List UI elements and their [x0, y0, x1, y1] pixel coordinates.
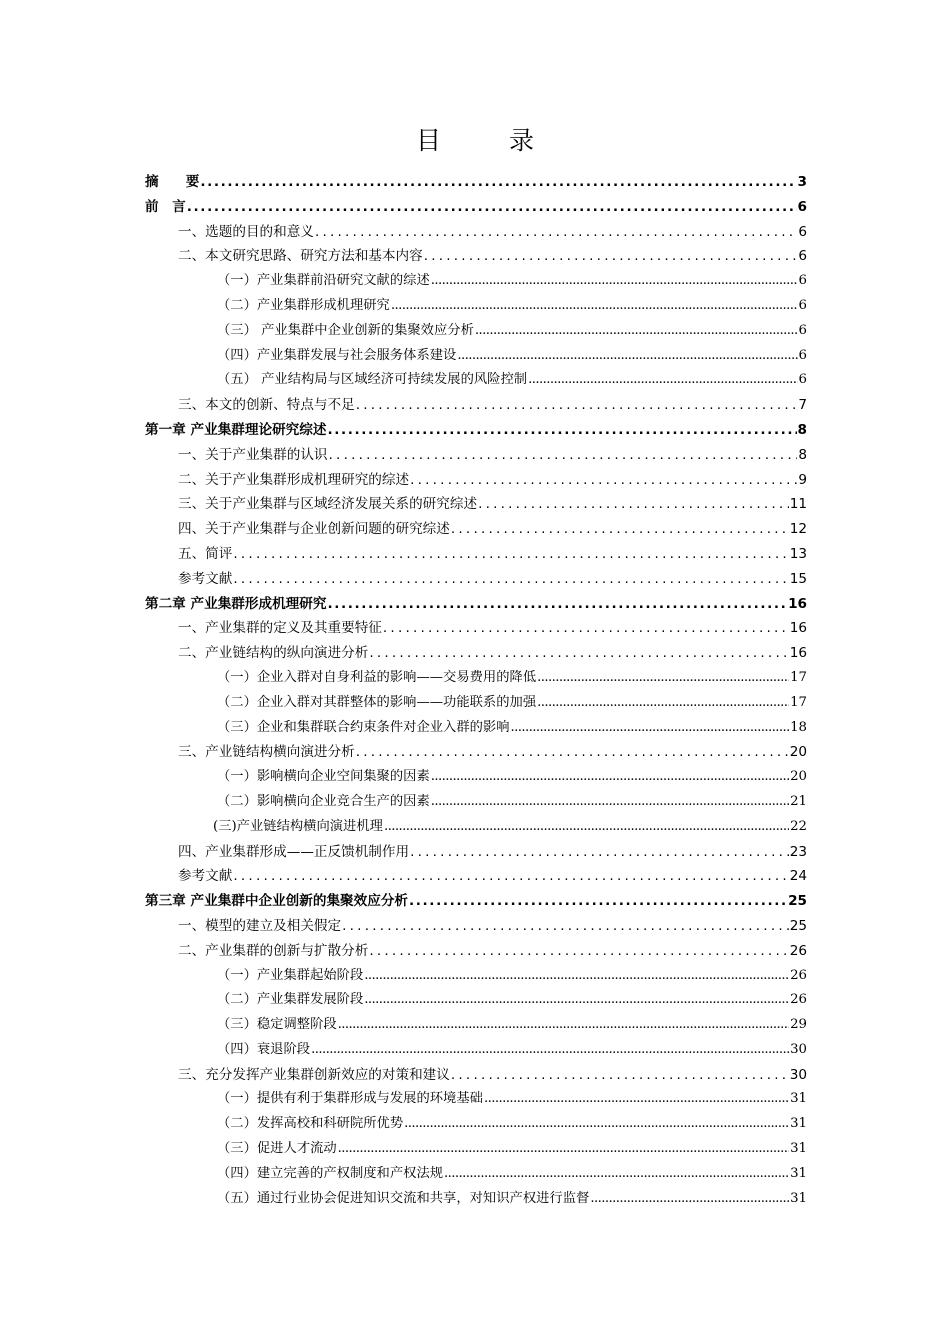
- toc-entry-label: 摘 要: [145, 174, 200, 190]
- toc-entry-label: （三） 产业集群中企业创新的集聚效应分析: [217, 322, 474, 338]
- dot-leader: [528, 368, 797, 393]
- toc-entry-label: 第二章 产业集群形成机理研究: [145, 595, 327, 612]
- dot-leader: [233, 864, 788, 889]
- toc-entry[interactable]: [145, 220, 807, 245]
- toc-entry-page-number: 17: [790, 669, 807, 685]
- toc-entry-label: (三)产业链结构横向演进机理: [213, 818, 383, 834]
- dot-leader: [338, 1137, 789, 1162]
- toc-entry[interactable]: [145, 1137, 807, 1162]
- toc-entry[interactable]: [145, 1187, 807, 1212]
- toc-entry[interactable]: [145, 641, 807, 666]
- toc-entry-page-number: 26: [789, 942, 807, 959]
- dot-leader: [327, 418, 796, 443]
- toc-entry-page-number: 12: [789, 521, 807, 538]
- toc-entry-label: 二、产业集群的创新与扩散分析: [178, 942, 369, 959]
- toc-entry-page-number: 30: [789, 1066, 807, 1083]
- toc-entry-page-number: 6: [797, 198, 807, 215]
- toc-entry[interactable]: [145, 468, 807, 493]
- dot-leader: [404, 1112, 789, 1137]
- toc-entry[interactable]: [145, 517, 807, 542]
- toc-entry[interactable]: [145, 344, 807, 369]
- toc-entry-label: （一）影响横向企业空间集聚的因素: [217, 769, 430, 785]
- toc-entry-label: 一、选题的目的和意义: [178, 223, 314, 240]
- toc-entry-label: （二）产业集群发展阶段: [217, 992, 364, 1008]
- toc-entry-label: （二）影响横向企业竞合生产的因素: [217, 793, 430, 809]
- toc-entry-page-number: 18: [790, 719, 807, 735]
- dot-leader: [424, 244, 798, 269]
- toc-entry-page-number: 6: [798, 322, 807, 338]
- toc-entry-label: （一）产业集群前沿研究文献的综述: [217, 273, 430, 289]
- toc-entry[interactable]: [145, 592, 807, 617]
- dot-leader: [457, 344, 797, 369]
- dot-leader: [475, 319, 798, 344]
- toc-entry-page-number: 30: [790, 1041, 807, 1057]
- dot-leader: [431, 790, 789, 815]
- toc-entry-page-number: 15: [789, 570, 807, 587]
- toc-entry-label: （三）企业和集群联合约束条件对企业入群的影响: [217, 719, 510, 735]
- toc-entry-page-number: 13: [789, 545, 807, 562]
- dot-leader: [364, 964, 789, 989]
- toc-entry[interactable]: [145, 815, 807, 840]
- toc-entry-page-number: 20: [790, 769, 807, 785]
- dot-leader: [356, 393, 798, 418]
- toc-entry[interactable]: [145, 244, 807, 269]
- dot-leader: [537, 691, 789, 716]
- toc-entry-label: 一、模型的建立及相关假定: [178, 917, 342, 934]
- toc-entry[interactable]: [145, 195, 807, 220]
- toc-entry[interactable]: [145, 368, 807, 393]
- toc-entry-page-number: 16: [789, 645, 807, 662]
- dot-leader: [484, 1087, 789, 1112]
- toc-entry[interactable]: [145, 542, 807, 567]
- dot-leader: [451, 1063, 789, 1088]
- toc-entry-page-number: 20: [789, 744, 807, 761]
- toc-entry-page-number: 26: [790, 967, 807, 983]
- dot-leader: [431, 269, 798, 294]
- toc-entry[interactable]: [145, 864, 807, 889]
- toc-entry-label: 二、本文研究思路、研究方法和基本内容: [178, 248, 423, 265]
- dot-leader: [311, 1038, 789, 1063]
- dot-leader: [409, 889, 787, 914]
- toc-entry-page-number: 29: [790, 1017, 807, 1033]
- dot-leader: [384, 815, 789, 840]
- toc-entry-label: 参考文献: [178, 868, 233, 885]
- toc-entry-label: 四、产业集群形成——正反馈机制作用: [178, 843, 410, 860]
- toc-entry[interactable]: [145, 443, 807, 468]
- toc-entry[interactable]: [145, 889, 807, 914]
- toc-entry-label: （四）建立完善的产权制度和产权法规: [217, 1165, 444, 1181]
- toc-entry-page-number: 3: [797, 174, 807, 190]
- toc-entry[interactable]: [145, 269, 807, 294]
- toc-entry[interactable]: [145, 1063, 807, 1088]
- toc-entry-label: 参考文献: [178, 570, 233, 587]
- toc-entry[interactable]: [145, 740, 807, 765]
- toc-entry-label: 第三章 产业集群中企业创新的集聚效应分析: [145, 893, 409, 910]
- toc-entry-page-number: 6: [798, 297, 807, 313]
- toc-entry-page-number: 6: [798, 372, 807, 388]
- toc-entry[interactable]: [145, 691, 807, 716]
- dot-leader: [537, 666, 789, 691]
- toc-entry-page-number: 31: [790, 1190, 807, 1206]
- toc-entry-label: （一）企业入群对自身利益的影响——交易费用的降低: [217, 669, 537, 685]
- toc-entry-page-number: 22: [790, 818, 807, 834]
- toc-entry[interactable]: [145, 170, 807, 195]
- toc-entry-label: 四、关于产业集群与企业创新问题的研究综述: [178, 521, 450, 538]
- toc-entry-label: 第一章 产业集群理论研究综述: [145, 421, 327, 438]
- table-of-contents: [145, 170, 807, 1211]
- toc-entry-page-number: 16: [788, 595, 807, 612]
- toc-entry-label: 前 言: [145, 198, 186, 215]
- toc-entry-page-number: 21: [790, 793, 807, 809]
- toc-entry-label: 三、关于产业集群与区域经济发展关系的研究综述: [178, 496, 478, 513]
- toc-entry[interactable]: [145, 616, 807, 641]
- dot-leader: [431, 765, 789, 790]
- toc-entry-page-number: 6: [798, 273, 807, 289]
- toc-entry-label: 三、本文的创新、特点与不足: [178, 397, 355, 414]
- toc-entry-label: 二、产业链结构的纵向演进分析: [178, 645, 369, 662]
- toc-entry-page-number: 9: [798, 471, 807, 488]
- dot-leader: [233, 567, 788, 592]
- dot-leader: [444, 1162, 789, 1187]
- toc-entry-page-number: 31: [790, 1141, 807, 1157]
- toc-entry-page-number: 17: [790, 694, 807, 710]
- toc-entry[interactable]: [145, 418, 807, 443]
- toc-entry[interactable]: [145, 964, 807, 989]
- dot-leader: [478, 492, 789, 517]
- toc-entry[interactable]: [145, 1038, 807, 1063]
- dot-leader: [364, 988, 789, 1013]
- dot-leader: [410, 840, 789, 865]
- toc-entry[interactable]: [145, 765, 807, 790]
- toc-entry[interactable]: [145, 1112, 807, 1137]
- toc-entry[interactable]: [145, 319, 807, 344]
- toc-entry[interactable]: [145, 1087, 807, 1112]
- toc-entry[interactable]: [145, 393, 807, 418]
- toc-entry-page-number: 8: [798, 446, 807, 463]
- toc-entry-label: （五）通过行业协会促进知识交流和共享，对知识产权进行监督: [217, 1190, 590, 1206]
- toc-entry[interactable]: [145, 666, 807, 691]
- toc-entry-page-number: 11: [789, 496, 807, 513]
- toc-entry[interactable]: [145, 790, 807, 815]
- toc-entry-label: （二）企业入群对其群整体的影响——功能联系的加强: [217, 694, 537, 710]
- dot-leader: [338, 1013, 789, 1038]
- dot-leader: [315, 220, 797, 245]
- dot-leader: [200, 170, 796, 195]
- toc-entry-page-number: 6: [798, 248, 807, 265]
- toc-entry-page-number: 26: [790, 992, 807, 1008]
- toc-entry-label: （五） 产业结构局与区域经济可持续发展的风险控制: [217, 372, 528, 388]
- toc-entry-page-number: 7: [798, 397, 807, 414]
- toc-entry-page-number: 31: [790, 1091, 807, 1107]
- toc-entry[interactable]: [145, 1013, 807, 1038]
- toc-entry-page-number: 31: [790, 1165, 807, 1181]
- toc-entry-page-number: 6: [798, 347, 807, 363]
- dot-leader: [369, 641, 788, 666]
- toc-entry-label: （一）产业集群起始阶段: [217, 967, 364, 983]
- toc-entry-page-number: 8: [797, 421, 807, 438]
- toc-entry-label: （二）发挥高校和科研院所优势: [217, 1116, 404, 1132]
- dot-leader: [233, 542, 788, 567]
- dot-leader: [327, 592, 787, 617]
- toc-entry-page-number: 25: [789, 917, 807, 934]
- toc-entry-page-number: 25: [788, 893, 807, 910]
- toc-entry[interactable]: [145, 294, 807, 319]
- toc-entry[interactable]: [145, 716, 807, 741]
- dot-leader: [356, 740, 789, 765]
- toc-entry[interactable]: [145, 988, 807, 1013]
- toc-entry-label: 三、产业链结构横向演进分析: [178, 744, 355, 761]
- toc-entry-label: 一、产业集群的定义及其重要特征: [178, 620, 382, 637]
- toc-entry-label: （二）产业集群形成机理研究: [217, 297, 390, 313]
- dot-leader: [391, 294, 798, 319]
- dot-leader: [329, 443, 798, 468]
- dot-leader: [369, 939, 788, 964]
- toc-entry-label: （一）提供有利于集群形成与发展的环境基础: [217, 1091, 483, 1107]
- toc-entry[interactable]: [145, 1162, 807, 1187]
- toc-entry-page-number: 6: [798, 223, 807, 240]
- dot-leader: [383, 616, 789, 641]
- toc-entry-label: 五、简评: [178, 545, 233, 562]
- toc-entry-label: （三）稳定调整阶段: [217, 1017, 337, 1033]
- toc-entry[interactable]: [145, 914, 807, 939]
- toc-entry-label: 二、关于产业集群形成机理研究的综述: [178, 471, 410, 488]
- dot-leader: [451, 517, 789, 542]
- dot-leader: [342, 914, 789, 939]
- toc-entry-label: （三）促进人才流动: [217, 1141, 337, 1157]
- toc-entry-page-number: 24: [789, 868, 807, 885]
- toc-entry[interactable]: [145, 840, 807, 865]
- dot-leader: [410, 468, 797, 493]
- toc-entry-label: 一、关于产业集群的认识: [178, 446, 328, 463]
- toc-entry[interactable]: [145, 492, 807, 517]
- dot-leader: [187, 195, 797, 220]
- dot-leader: [511, 716, 790, 741]
- toc-entry-page-number: 16: [789, 620, 807, 637]
- toc-entry-label: （四）产业集群发展与社会服务体系建设: [217, 347, 457, 363]
- toc-entry-label: 三、充分发挥产业集群创新效应的对策和建议: [178, 1066, 450, 1083]
- toc-entry-page-number: 23: [789, 843, 807, 860]
- dot-leader: [590, 1187, 789, 1212]
- toc-entry-page-number: 31: [790, 1116, 807, 1132]
- toc-entry-label: （四）衰退阶段: [217, 1041, 311, 1057]
- toc-title: 目 录: [416, 126, 564, 155]
- toc-entry[interactable]: [145, 939, 807, 964]
- toc-entry[interactable]: [145, 567, 807, 592]
